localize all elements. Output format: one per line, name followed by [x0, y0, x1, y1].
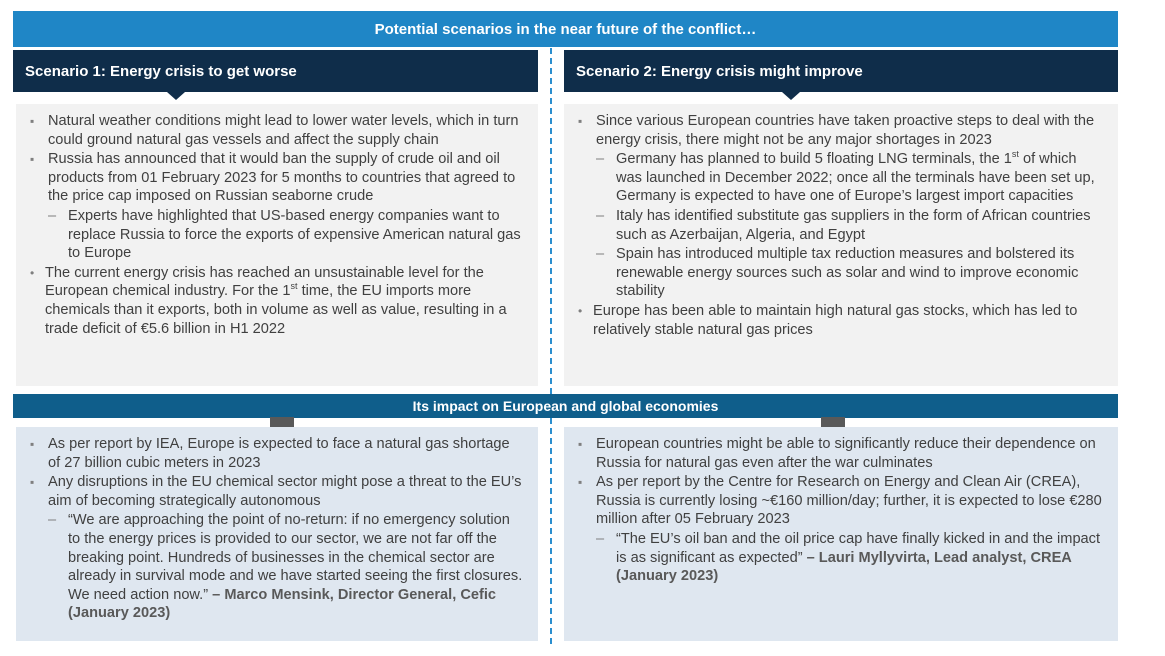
- impact-banner-title: Its impact on European and global economies: [412, 398, 719, 414]
- scenario1-bullet-2: ▪ Russia has announced that it would ban the supply of crude oil and oil products from 01 February 2023 for 5 months to countries that agreed to the price cap imposed on Russian seaborne crude: [30, 150, 524, 206]
- impact-left-bullet-1: ▪ As per report by IEA, Europe is expected to face a natural gas shortage of 27 billion cubic meters in 2023: [30, 435, 524, 472]
- scenario1-heading: [13, 50, 538, 92]
- scenario2-sub-bullet-3: – Spain has introduced multiple tax reduction measures and bolstered its renewable energy sources such as solar and wind to improve economic stability: [578, 245, 1104, 301]
- scenario2-sub-bullet-1-b: of which was launched in December 2022; once all the terminals have been set up, Germany is expected to have one of Europe’s largest import capacities: [616, 151, 1095, 205]
- dashed-divider: [550, 48, 552, 644]
- impact-banner: [13, 394, 1118, 418]
- scenario2-sub-bullet-1-a: Germany has planned to build 5 floating LNG terminals, the 1: [616, 151, 1012, 168]
- scenario1-heading-text: Scenario 1: Energy crisis to get worse: [25, 62, 297, 80]
- impact-left-quote-attribution: – Marco Mensink, Director General, Cefic (January 2023): [68, 586, 497, 622]
- scenario2-bullet-2: • Europe has been able to maintain high natural gas stocks, which has led to relatively stable natural gas prices: [578, 302, 1104, 339]
- impact-right-bullet-2: ▪ As per report by the Centre for Research on Energy and Clean Air (CREA), Russia is currently losing ~€160 million/day; further, it is expected to lose €280 million after 05 February 2023: [578, 473, 1104, 529]
- impact-left-quote-text: “We are approaching the point of no-return: if no emergency solution to the energy prices is provided to our sector, we are not far off the breaking point. Hundreds of businesses in the chemical sector are already in survival mode and we have started seeing the first closures. We need action now.”: [68, 512, 523, 603]
- impact-left-panel: [16, 427, 538, 641]
- scenario2-sub-bullet-1: [578, 150, 1104, 206]
- impact-left-bullet-2: ▪ Any disruptions in the EU chemical sector might pose a threat to the EU’s aim of becoming strategically autonomous: [30, 473, 524, 510]
- scenario1-panel: [16, 104, 538, 386]
- scenario2-heading-text: Scenario 2: Energy crisis might improve: [576, 62, 863, 80]
- scenario1-bullet-3-a: The current energy crisis has reached an unsustainable level for the European chemical industry. For the 1: [45, 264, 484, 300]
- scenario2-sub-bullet-1-sup: st: [1011, 149, 1019, 160]
- impact-right-quote-text: “The EU’s oil ban and the oil price cap have finally kicked in and the impact is as significant as expected”: [616, 530, 1101, 566]
- impact-right-quote-attribution: – Lauri Myllyvirta, Lead analyst, CREA (January 2023): [616, 549, 1072, 585]
- scenarios-banner-title: Potential scenarios in the near future of the conflict…: [374, 20, 757, 38]
- impact-left-quote: [30, 511, 524, 623]
- scenario2-heading: [564, 50, 1118, 92]
- scenario1-sub-bullet: – Experts have highlighted that US-based energy companies want to replace Russia to force the exports of expensive American natural gas to Europe: [30, 207, 524, 263]
- scenario2-bullet-1: ▪ Since various European countries have taken proactive steps to deal with the energy crisis, there might not be any major shortages in 2023: [578, 112, 1104, 149]
- scenario2-panel: [564, 104, 1118, 386]
- scenario1-bullet-3: [30, 264, 524, 338]
- scenario1-bullet-3-sup: st: [290, 281, 298, 292]
- impact-right-quote: [578, 530, 1104, 586]
- impact-right-panel: [564, 427, 1118, 641]
- scenario1-notch: [167, 92, 185, 100]
- scenario2-notch: [782, 92, 800, 100]
- scenario1-bullet-1: ▪ Natural weather conditions might lead to lower water levels, which in turn could ground natural gas vessels and affect the supply chain: [30, 112, 524, 149]
- impact-right-bullet-1: ▪ European countries might be able to significantly reduce their dependence on Russia for natural gas even after the war culminates: [578, 435, 1104, 472]
- scenario1-bullet-3-b: time, the EU imports more chemicals than it exports, both in volume as well as value, resulting in a trade deficit of €5.6 billion in H1 2022: [45, 283, 507, 337]
- scenario2-sub-bullet-2: – Italy has identified substitute gas suppliers in the form of African countries such as Azerbaijan, Algeria, and Egypt: [578, 207, 1104, 244]
- scenarios-banner: [13, 11, 1118, 47]
